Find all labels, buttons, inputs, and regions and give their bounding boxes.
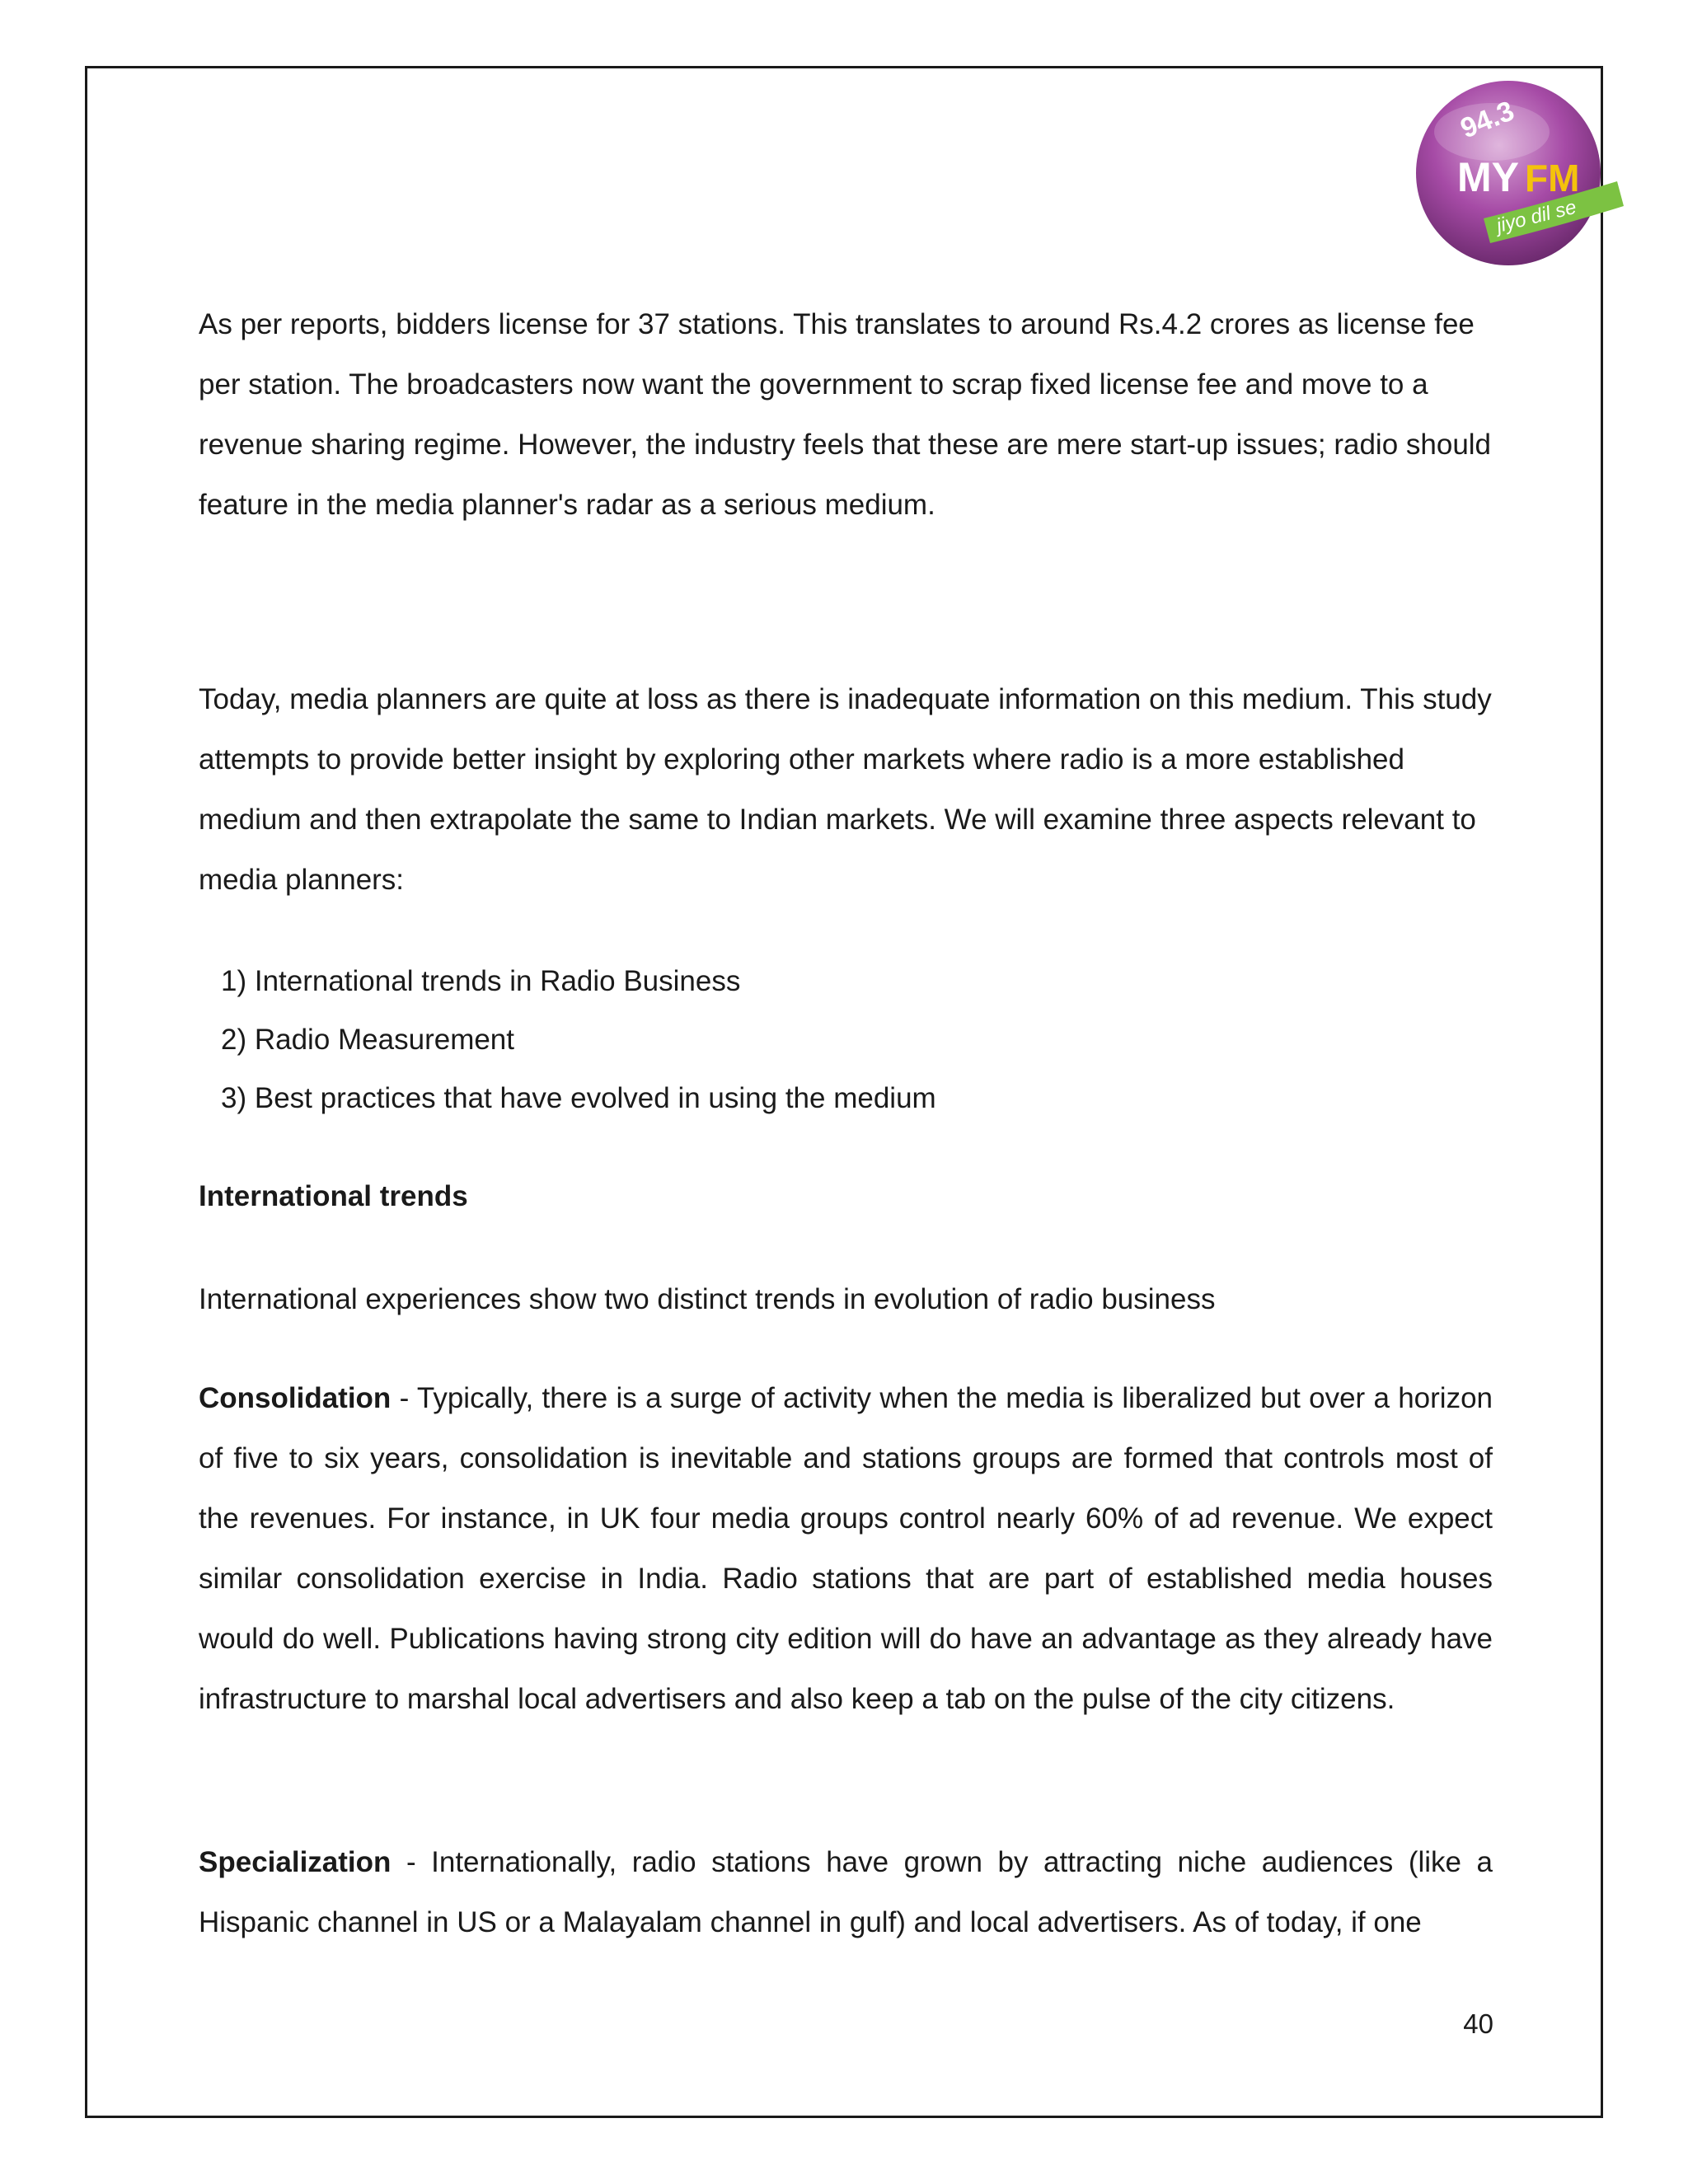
logo-tagline: jiyo dil se <box>1493 195 1579 237</box>
specialization-term: Specialization <box>199 1846 392 1878</box>
paragraph-license: As per reports, bidders license for 37 stations. This translates to around Rs.4.2 crores as license fee per station. The broadcasters now want the government to scrap fixed license fee and move to a revenue sharing regime. However, the industry feels that these are mere start-up issues; radio should feature in the media planner's radar as a serious medium. <box>199 308 1492 521</box>
logo-frequency: 94.3 <box>1456 95 1519 145</box>
paragraph-consolidation <box>199 1368 1493 1729</box>
myfm-logo-graphic <box>1401 74 1632 276</box>
intro-line: International experiences show two distinct trends in evolution of radio business <box>199 1283 1216 1315</box>
paragraph-specialization <box>199 1832 1493 1952</box>
specialization-text: - Internationally, radio stations have grown by attracting niche audiences (like a Hispanic channel in US or a Malayalam channel in gulf) and local advertisers. As of today, if one <box>199 1846 1493 1938</box>
list-item: 1) International trends in Radio Business <box>221 965 741 997</box>
myfm-logo <box>1401 74 1632 276</box>
consolidation-term: Consolidation <box>199 1382 392 1414</box>
logo-brand: MY <box>1457 154 1519 200</box>
section-heading: International trends <box>199 1180 468 1212</box>
logo-brand-fm: FM <box>1525 157 1580 199</box>
list-item: 3) Best practices that have evolved in using the medium <box>221 1082 936 1114</box>
consolidation-text: - Typically, there is a surge of activity when the media is liberalized but over a horizon of five to six years, consolidation is inevitable and stations groups are formed that controls most of the revenues. For instance, in UK four media groups control nearly 60% of ad revenue. We expect similar consolidation exercise in India. Radio stations that are part of established media houses would do well. Publications having strong city edition will do have an advantage as they already have infrastructure to marshal local advertisers and also keep a tab on the pulse of the city citizens. <box>199 1382 1493 1715</box>
aspects-list <box>221 952 1375 1127</box>
paragraph-media-planners: Today, media planners are quite at loss as there is inadequate information on this medium. This study attempts to provide better insight by exploring other markets where radio is a more established medium and then extrapolate the same to Indian markets. We will examine three aspects relevant to media planners: <box>199 683 1492 896</box>
page-number: 40 <box>1463 2008 1493 2039</box>
list-item: 2) Radio Measurement <box>221 1024 514 1056</box>
